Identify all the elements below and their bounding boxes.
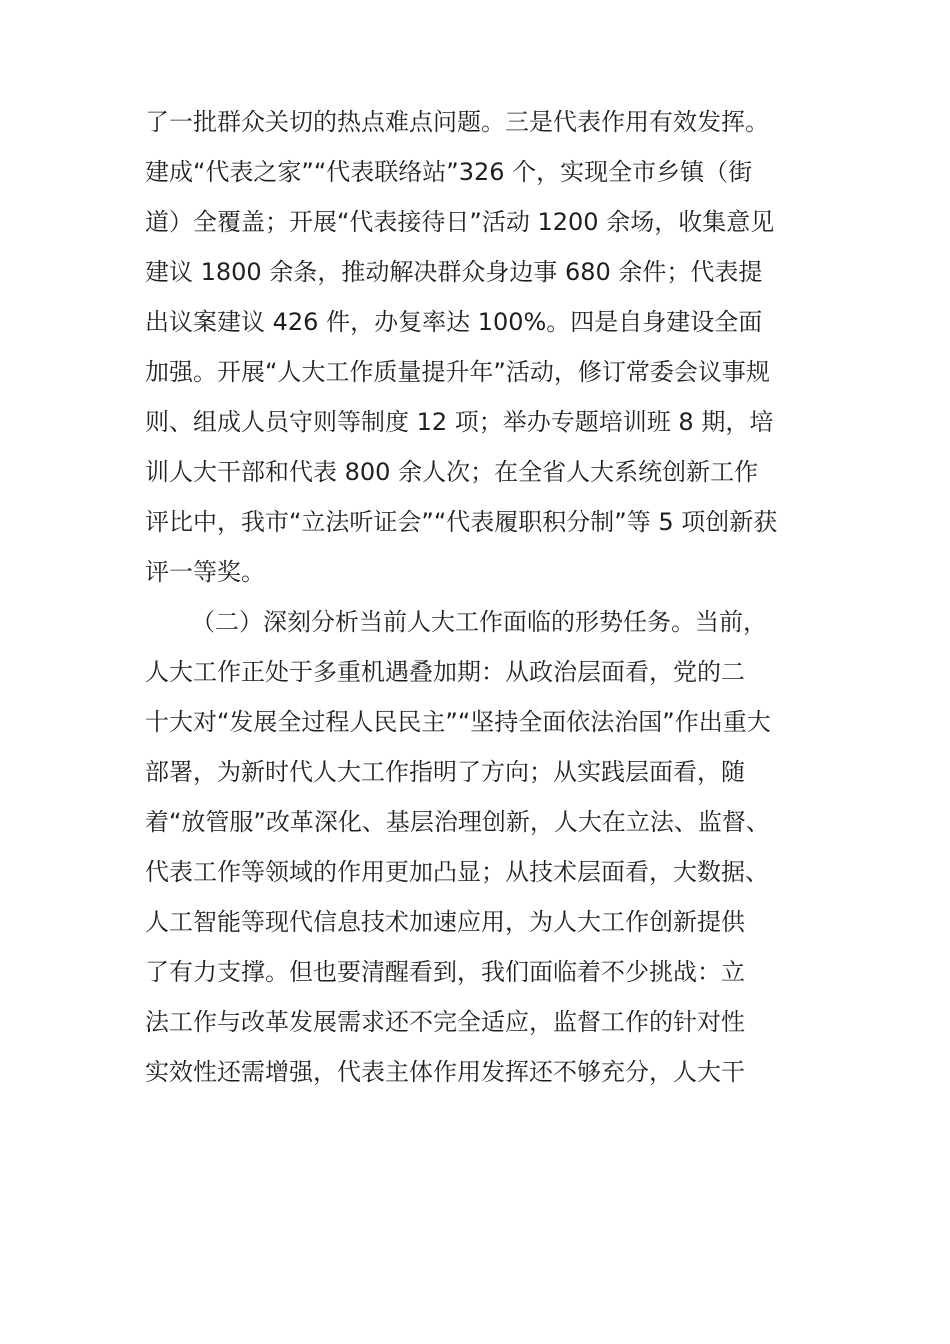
text-line: 人工智能等现代信息技术加速应用，为人大工作创新提供	[145, 908, 745, 936]
text-line: 人大工作正处于多重机遇叠加期：从政治层面看，党的二	[145, 658, 745, 686]
text-line: 代表工作等领域的作用更加凸显；从技术层面看，大数据、	[145, 858, 769, 886]
text-line: 十大对“发展全过程人民民主”“坚持全面依法治国”作出重大	[145, 708, 771, 736]
text-line: 了有力支撑。但也要清醒看到，我们面临着不少挑战：立	[145, 958, 745, 986]
paragraph-2	[145, 597, 805, 1097]
text-line: 着“放管服”改革深化、基层治理创新，人大在立法、监督、	[145, 808, 770, 836]
text-line: 实效性还需增强，代表主体作用发挥还不够充分，人大干	[145, 1058, 745, 1086]
text-line: 则、组成人员守则等制度 12 项；举办专题培训班 8 期，培	[145, 408, 774, 436]
text-line: 评比中，我市“立法听证会”“代表履职积分制”等 5 项创新获	[145, 508, 778, 536]
text-line: 法工作与改革发展需求还不完全适应，监督工作的针对性	[145, 1008, 745, 1036]
paragraph-1	[145, 97, 805, 597]
text-line: 建成“代表之家”“代表联络站”326 个，实现全市乡镇（街	[145, 158, 753, 186]
text-line: 出议案建议 426 件，办复率达 100%。四是自身建设全面	[145, 308, 763, 336]
text-line: （二）深刻分析当前人大工作面临的形势任务。当前，	[191, 608, 767, 636]
text-line: 评一等奖。	[145, 558, 265, 586]
text-line: 训人大干部和代表 800 余人次；在全省人大系统创新工作	[145, 458, 759, 486]
text-line: 部署，为新时代人大工作指明了方向；从实践层面看，随	[145, 758, 745, 786]
text-line: 加强。开展“人大工作质量提升年”活动，修订常委会议事规	[145, 358, 770, 386]
text-line: 了一批群众关切的热点难点问题。三是代表作用有效发挥。	[145, 108, 769, 136]
text-line: 道）全覆盖；开展“代表接待日”活动 1200 余场，收集意见	[145, 208, 775, 236]
document-page	[145, 97, 805, 1097]
text-line: 建议 1800 余条，推动解决群众身边事 680 余件；代表提	[145, 258, 763, 286]
